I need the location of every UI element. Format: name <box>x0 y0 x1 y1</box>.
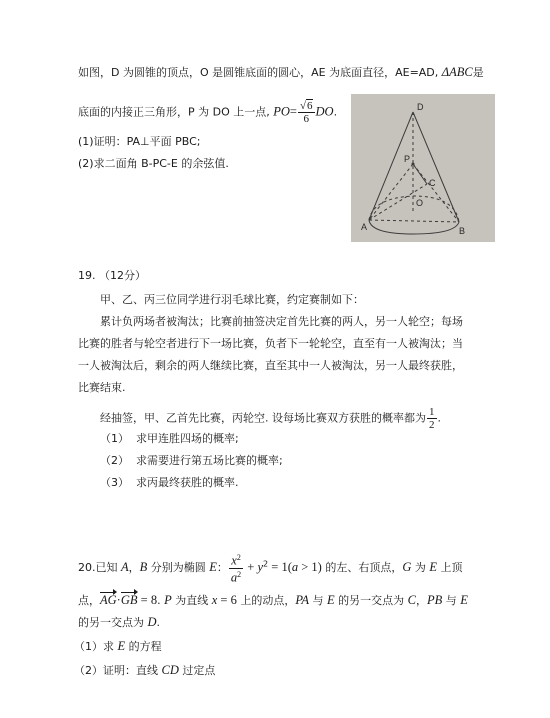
cone-edge-da <box>369 112 413 220</box>
q19-text: . <box>437 411 441 425</box>
math-y: y <box>257 560 264 575</box>
math-po: PO <box>273 104 290 119</box>
q20-text: 上的动点， <box>236 594 296 607</box>
math-equals-eight: = 8 <box>137 593 158 607</box>
q20-sub1-text: 的方程 <box>125 640 162 653</box>
segment-pa <box>369 164 413 220</box>
math-superscript: 2 <box>236 553 241 562</box>
q20-text: 与 <box>309 594 328 607</box>
math-d-point: D <box>147 615 157 629</box>
math-equals-one: = 1( <box>268 560 292 575</box>
q20-sub1-text: （1）求 <box>74 640 118 653</box>
q20-sub2-text: （2）证明：直线 <box>74 664 162 677</box>
math-equals-six: = 6 <box>217 593 237 607</box>
segment-pb <box>413 164 459 222</box>
segment-pc <box>413 164 427 184</box>
label-d: D <box>417 102 424 112</box>
math-a: a <box>291 560 299 575</box>
q20-text: 的另一交点为 <box>78 616 148 629</box>
q20-sub2-text: 过定点 <box>178 664 216 677</box>
math-ellipse-e: E <box>209 560 217 575</box>
chord-ab <box>369 220 459 222</box>
q20-sub2 <box>74 662 215 679</box>
q18-text: 底面的内接正三角形，P 为 DO 上一点, <box>78 105 274 119</box>
math-c-point: C <box>407 593 416 607</box>
q19-sub3 <box>100 475 239 491</box>
math-ellipse-e: E <box>117 639 126 653</box>
math-superscript: 2 <box>263 559 269 569</box>
q20-line3 <box>78 614 160 631</box>
math-a: a <box>230 570 238 585</box>
q18-part2: (2)求二面角 B-PC-E 的余弦值. <box>78 157 229 170</box>
math-x: x <box>231 553 237 568</box>
q20-text: . <box>156 616 161 629</box>
q19-sub1 <box>100 431 239 447</box>
math-dot: · <box>116 593 121 607</box>
math-equals: = <box>289 104 297 119</box>
q20-text: 20.已知 <box>78 561 121 575</box>
cone-figure-photo <box>351 94 495 242</box>
q19-text: 经抽签，甲、乙首先比赛，丙轮空. 设每场比赛双方获胜的概率都为 <box>100 411 426 425</box>
math-plus: + <box>244 560 258 575</box>
q19-sub2 <box>100 453 283 469</box>
vector-ag: AG <box>100 593 117 607</box>
q20-text: 分别为椭圆 <box>147 561 210 575</box>
math-cd: CD <box>161 663 179 677</box>
q20-text: 为 <box>411 561 430 575</box>
q20-text: 点， <box>78 594 100 607</box>
q18-line1 <box>78 64 484 81</box>
q19-sub3-text: 求丙最终获胜的概率. <box>136 476 239 489</box>
fraction-x2-over-a2 <box>229 552 243 584</box>
q20-text: 与 <box>442 594 461 607</box>
math-ellipse-e: E <box>460 593 468 607</box>
q18-text: 是 <box>472 66 484 79</box>
q19-line5: 比赛结束. <box>78 381 126 394</box>
q20-text: ： <box>216 561 228 575</box>
math-ellipse-e: E <box>327 593 335 607</box>
math-pb: PB <box>427 593 443 607</box>
fraction-denominator: 6 <box>303 113 309 125</box>
q20-line1 <box>78 552 463 584</box>
math-g-point: G <box>402 560 412 575</box>
label-p: P <box>404 154 411 164</box>
q19-sub1-number: （1） <box>100 432 129 445</box>
q19-heading: 19. （12分） <box>78 269 146 282</box>
q20-line2 <box>78 592 468 609</box>
q18-part1: (1)证明：PA⊥平面 PBC; <box>78 135 201 148</box>
q18-text: . <box>333 105 338 119</box>
label-o: O <box>416 198 424 208</box>
math-x: x <box>211 593 218 607</box>
q19-line4: 一人被淘汰后，剩余的两人继续比赛，直至其中一人被淘汰，另一人最终获胜， <box>78 359 463 372</box>
q19-sub2-number: （2） <box>100 454 129 467</box>
fraction-numerator: √6 <box>299 100 313 112</box>
cone-diagram <box>351 94 495 242</box>
q20-text: 上顶 <box>437 561 463 575</box>
fraction-denominator <box>229 569 243 585</box>
math-a-point: A <box>121 560 129 575</box>
fraction-numerator <box>229 552 243 569</box>
math-b-point: B <box>139 560 148 575</box>
q19-line6 <box>100 406 441 431</box>
triangle-abc: ΔABC <box>441 65 473 79</box>
base-front-arc <box>369 220 459 234</box>
fraction-sqrt6-over-6 <box>298 100 315 125</box>
math-ellipse-e: E <box>429 560 437 575</box>
q19-line2: 累计负两场者被淘汰；比赛前抽签决定首先比赛的两人，另一人轮空；每场 <box>100 315 463 328</box>
math-gt-one: > 1) <box>298 560 322 575</box>
fraction-numerator: 1 <box>429 406 435 418</box>
q19-line1: 甲、乙、丙三位同学进行羽毛球比赛，约定赛制如下： <box>100 293 364 306</box>
label-b: B <box>459 226 466 236</box>
q19-sub1-text: 求甲连胜四场的概率; <box>136 432 239 445</box>
q18-text: 如图，D 为圆锥的顶点，O 是圆锥底面的圆心，AE 为底面直径，AE=AD, <box>78 66 442 79</box>
q19-sub2-text: 求需要进行第五场比赛的概率; <box>136 454 283 467</box>
q20-sub1 <box>74 638 162 655</box>
fraction-denominator: 2 <box>429 419 435 431</box>
fraction-one-half <box>427 406 437 431</box>
q20-text: ， <box>416 594 427 607</box>
sqrt-argument: 6 <box>307 100 313 112</box>
label-a: A <box>361 222 368 232</box>
q20-text: ， <box>128 561 140 575</box>
base-back-arc <box>369 196 459 222</box>
math-pa: PA <box>295 593 310 607</box>
q18-line2 <box>78 100 337 125</box>
q20-text: 的另一交点为 <box>334 594 408 607</box>
math-do: DO <box>315 104 334 119</box>
math-p-point: P <box>164 593 172 607</box>
point-p <box>412 163 415 166</box>
math-superscript: 2 <box>237 569 242 579</box>
q20-text: 的左、右顶点， <box>321 561 403 575</box>
q19-line3: 比赛的胜者与轮空者进行下一场比赛，负者下一轮轮空，直至有一人被淘汰；当 <box>78 337 463 350</box>
q20-text: 为直线 <box>171 594 212 607</box>
vector-gb: GB <box>120 593 138 607</box>
q20-text: . <box>157 594 165 607</box>
label-c: C <box>429 178 436 188</box>
q19-sub3-number: （3） <box>100 476 129 489</box>
